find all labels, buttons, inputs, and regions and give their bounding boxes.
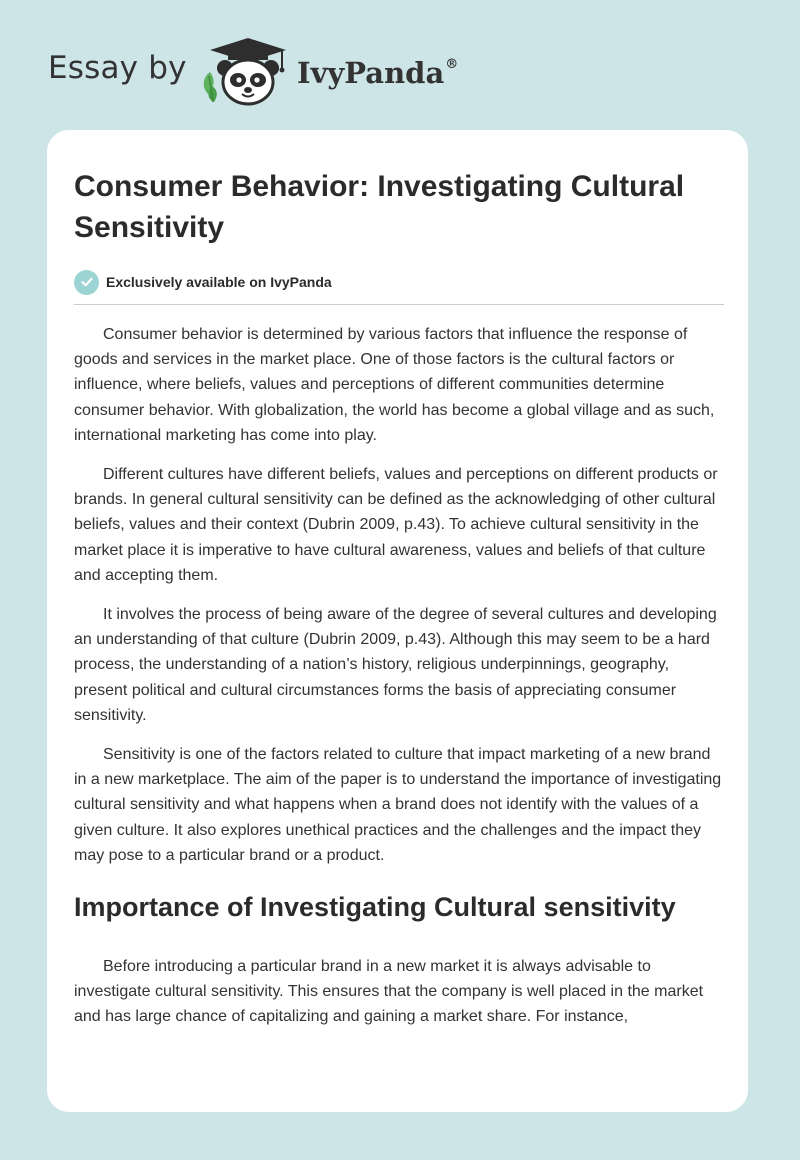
- paragraph: Different cultures have different beliefs, values and perceptions on different products or brands. In general cultural sensitivity can be defined as the acknowledging of other cultural beliefs, values and their context (Dubrin 2009, p.43). To achieve cultural sensitivity in the market place it is imperative to have cultural awareness, values and beliefs of that culture and accepting them.: [74, 466, 718, 584]
- site-header: [48, 36, 508, 108]
- essay-body: [74, 322, 724, 1030]
- section-heading: Importance of Investigating Cultural sensitivity: [74, 892, 676, 923]
- divider: [74, 304, 724, 305]
- badge-label: Exclusively available on IvyPanda: [106, 274, 332, 290]
- essay-by-label: Essay by: [48, 50, 187, 86]
- paragraph: Consumer behavior is determined by various factors that influence the response of goods and services in the market place. One of those factors is the cultural factors or influence, where beliefs, values and perceptions of different communities determine consumer behavior. With globalization, the world has become a global village and as such, international marketing has come into play.: [74, 326, 715, 444]
- panda-logo-icon[interactable]: [198, 36, 298, 108]
- brand-text: IvyPanda: [297, 56, 445, 90]
- paragraph: It involves the process of being aware of the degree of several cultures and developing an understanding of that culture (Dubrin 2009, p.43). Although this may seem to be a hard process, the understanding of a nation’s history, religious underpinnings, geography, present political and cultural circumstances forms the basis of appreciating consumer sensitivity.: [74, 606, 717, 724]
- registered-mark: ®: [445, 57, 459, 73]
- paragraph: Sensitivity is one of the factors related to culture that impact marketing of a new brand in a new marketplace. The aim of the paper is to understand the importance of investigating cultural sensitivity and what happens when a brand does not identify with the values of a given culture. It also explores unethical practices and the challenges and the impact they may pose to a particular brand or a product.: [74, 746, 722, 864]
- exclusive-badge: [74, 269, 724, 295]
- essay-card: [47, 130, 748, 1112]
- essay-title: Consumer Behavior: Investigating Cultural Sensitivity: [74, 170, 685, 244]
- essay-content: [74, 166, 724, 1044]
- checkmark-icon: [74, 270, 99, 295]
- brand-name[interactable]: [297, 56, 458, 90]
- paragraph: Before introducing a particular brand in a new market it is always advisable to investigate cultural sensitivity. This ensures that the company is well placed in the market and has large chance of capitalizing and gaining a market share. For instance,: [74, 958, 704, 1026]
